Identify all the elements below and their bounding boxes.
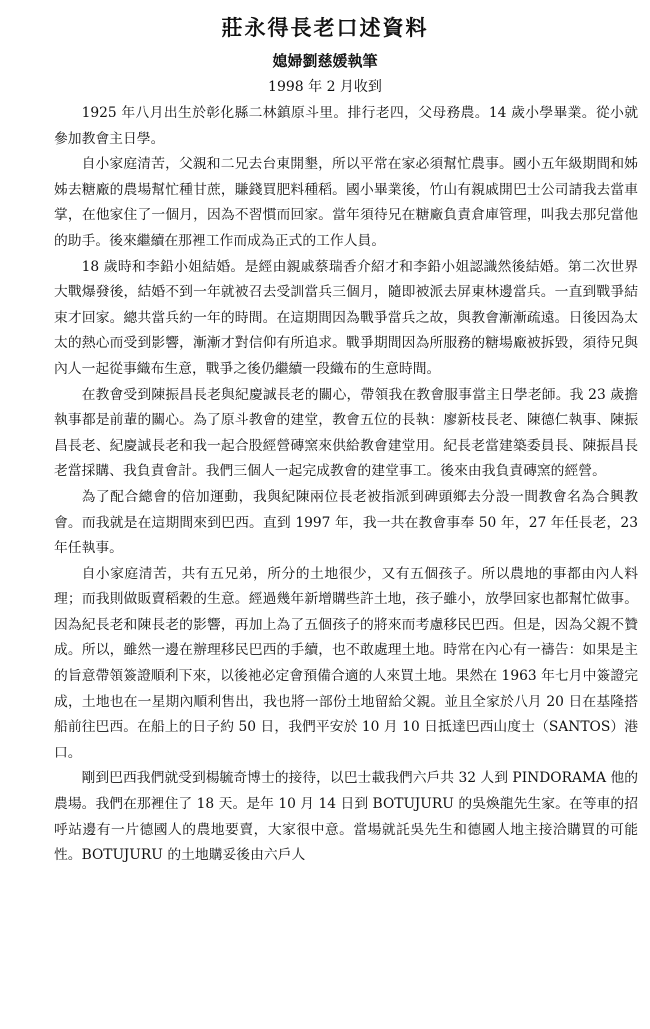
- paragraph: 為了配合總會的倍加運動，我與紀陳兩位長老被指派到碑頭鄉去分設一間教會名為合興教會。而我就是在這期間來到巴西。直到 1997 年，我一共在教會事奉 50 年，27 年任長老，23 年任執事。: [54, 488, 638, 557]
- received-date: 1998 年 2 月收到: [268, 79, 382, 95]
- paragraph: 自小家庭清苦，父親和二兄去台東開墾，所以平常在家必須幫忙農事。國小五年級期間和姊姊去糖廠的農場幫忙種甘蔗，賺錢買肥料種稻。國小畢業後，竹山有親戚開巴士公司請我去當車掌，在他家住了一個月，因為不習慣而回家。當年須待兄在糖廠負責倉庫管理，叫我去那兒當他的助手。後來繼續在那裡工作而成為正式的工作人員。: [54, 156, 638, 249]
- document-title: 莊永得長老口述資料: [221, 15, 429, 40]
- paragraph: 剛到巴西我們就受到楊毓奇博士的接待，以巴士載我們六戶共 32 人到 PINDORAMA 他的農場。我們在那裡住了 18 天。是年 10 月 14 日到 BOTUJURU 的吳煥龍先生家。在等車的招呼站邊有一片德國人的農地要賣，大家很中意。當場就託吳先生和德國人地主接洽購買的可能性。BOTUJURU 的土地購妥後由六戶人: [54, 770, 639, 864]
- paragraph: 自小家庭清苦，共有五兄弟，所分的土地很少，又有五個孩子。所以農地的事都由內人料理；而我則做販賣稻穀的生意。經過幾年新增購些許土地，孩子雖小，放學回家也都幫忙做事。因為紀長老和陳長老的影響，再加上為了五個孩子的將來而考慮移民巴西。但是，因為父親不贊成。所以，雖然一邊在辦理移民巴西的手續，也不敢處理土地。時常在內心有一禱告：如果是主的旨意帶領簽證順利下來，以後祂必定會預備合適的人來買土地。果然在 1963 年七月中簽證完成，土地也在一星期內順利售出，我也將一部份土地留給父親。並且全家於八月 20 日在基隆搭船前往巴西。在船上的日子約 50 日，我們平安於 10 月 10 日抵達巴西山度士（SANTOS）港口。: [54, 565, 638, 761]
- paragraph: 1925 年八月出生於彰化縣二林鎮原斗里。排行老四，父母務農。14 歲小學畢業。從小就參加教會主日學。: [54, 105, 638, 147]
- document-author: 媳婦劉慈媛執筆: [272, 52, 378, 70]
- document-body: [54, 101, 638, 869]
- paragraph: 在教會受到陳振昌長老與紀慶誠長老的關心，帶領我在教會服事當主日學老師。我 23 歲擔執事都是前輩的關心。為了原斗教會的建堂，教會五位的長執：廖新枝長老、陳德仁執事、陳振昌長老、紀慶誠長老和我一起合股經營磚窯來供給教會建堂用。紀長老當建築委員長、陳振昌長老當採購、我負責會計。我們三個人一起完成教會的建堂事工。後來由我負責磚窯的經營。: [54, 386, 638, 480]
- paragraph: 18 歲時和李鉛小姐結婚。是經由親戚蔡瑞香介紹才和李鉛小姐認識然後結婚。第二次世界大戰爆發後，結婚不到一年就被召去受訓當兵三個月，隨即被派去屏東林邊當兵。一直到戰爭結束才回家。總共當兵約一年的時間。在這期間因為戰爭當兵之故，與教會漸漸疏遠。日後因為太太的熱心而受到影響，漸漸才對信仰有所追求。戰爭期間因為所服務的糖場廠被拆毀，須待兄與內人一起從事織布生意，戰爭之後仍繼續一段織布的生意時間。: [54, 258, 638, 377]
